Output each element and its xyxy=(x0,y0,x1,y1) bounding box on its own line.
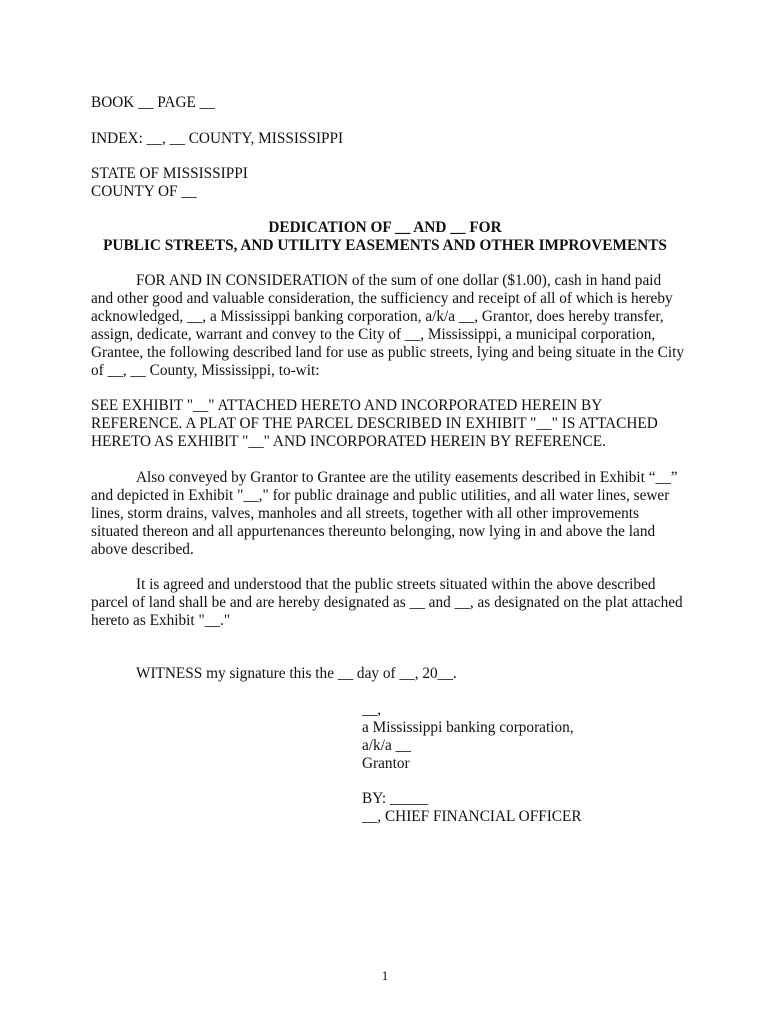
paragraph-line: and depicted in Exhibit "__," for public drainage and public utilities, and all water lines, sewer xyxy=(91,487,670,504)
by-line xyxy=(362,790,428,808)
state-line: STATE OF MISSISSIPPI xyxy=(91,165,248,182)
paragraph-line: situated thereon and all appurtenances thereunto belonging, now lying in and above the land xyxy=(91,523,656,540)
paragraph-line: Grantee, the following described land for use as public streets, lying and being situate in the City xyxy=(91,344,685,361)
exhibit-line: SEE EXHIBIT "__" ATTACHED HERETO AND INCORPORATED HEREIN BY xyxy=(91,397,603,414)
grantor-aka: a/k/a __ xyxy=(362,737,411,754)
paragraph-line: parcel of land shall be and are hereby designated as __ and __, as designated on the plat attached xyxy=(91,594,683,611)
page-number: 1 xyxy=(381,968,389,983)
paragraph-line: of __, __ County, Mississippi, to-wit: xyxy=(91,362,320,379)
paragraph-line: assign, dedicate, warrant and convey to the City of __, Mississippi, a municipal corporation, xyxy=(91,326,656,343)
grantor-role: Grantor xyxy=(362,755,410,772)
paragraph-line: acknowledged, __, a Mississippi banking corporation, a/k/a __, Grantor, does hereby transfer, xyxy=(91,308,664,325)
book-page-line: BOOK __ PAGE __ xyxy=(91,94,215,111)
paragraph-line: and other good and valuable consideration, the sufficiency and receipt of all of which is hereby xyxy=(91,290,673,307)
paragraph-line: FOR AND IN CONSIDERATION of the sum of one dollar ($1.00), cash in hand paid xyxy=(136,272,662,289)
witness-line: WITNESS my signature this the __ day of __, 20__. xyxy=(136,665,457,682)
exhibit-line: REFERENCE. A PLAT OF THE PARCEL DESCRIBED IN EXHIBIT "__" IS ATTACHED xyxy=(91,415,658,432)
paragraph-line: It is agreed and understood that the public streets situated within the above described xyxy=(136,576,656,593)
paragraph-line: above described. xyxy=(91,541,194,558)
by-label: BY: xyxy=(362,790,387,807)
paragraph-line: Also conveyed by Grantor to Grantee are the utility easements described in Exhibit “__” xyxy=(136,469,678,486)
paragraph-line: hereto as Exhibit "__." xyxy=(91,612,231,629)
exhibit-line: HERETO AS EXHIBIT "__" AND INCORPORATED HEREIN BY REFERENCE. xyxy=(91,433,606,450)
officer-title: __, CHIEF FINANCIAL OFFICER xyxy=(362,808,582,825)
by-signature-blank: _____ xyxy=(389,790,429,807)
grantor-name-blank: __, xyxy=(362,701,382,718)
grantor-entity: a Mississippi banking corporation, xyxy=(362,719,574,736)
title-line-2: PUBLIC STREETS, AND UTILITY EASEMENTS AND OTHER IMPROVEMENTS xyxy=(103,237,667,254)
index-line: INDEX: __, __ COUNTY, MISSISSIPPI xyxy=(91,130,344,147)
title-line-1: DEDICATION OF __ AND __ FOR xyxy=(268,219,502,236)
county-line: COUNTY OF __ xyxy=(91,183,197,200)
paragraph-line: lines, storm drains, valves, manholes and all streets, together with all other improvements xyxy=(91,505,640,522)
